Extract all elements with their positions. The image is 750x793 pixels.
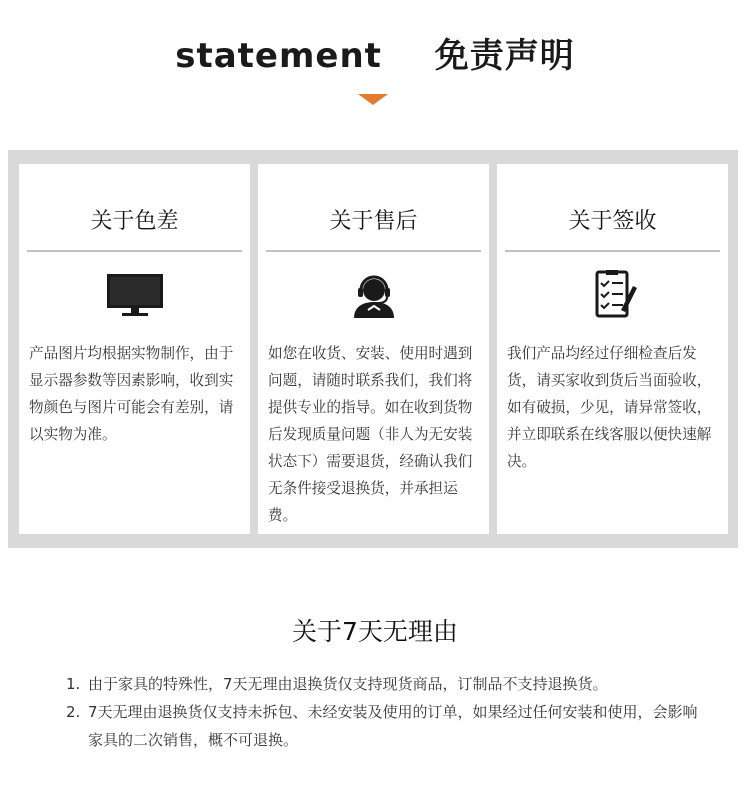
section-title: 关于7天无理由 bbox=[292, 617, 458, 646]
list-item bbox=[66, 670, 706, 698]
card-divider bbox=[266, 250, 481, 252]
card-title: 关于色差 bbox=[90, 209, 179, 234]
title-english: statement bbox=[175, 36, 382, 76]
policy-list bbox=[66, 670, 706, 754]
title-chinese: 免责声明 bbox=[434, 36, 575, 76]
card-text: 如您在收货、安装、使用时遇到问题，请随时联系我们，我们将提供专业的指导。如在收到货物后发现质量问题（非人为无安装状态下）需要退货，经确认我们无条件接受退换货，并承担运费。 bbox=[268, 345, 473, 524]
card-color-difference bbox=[19, 164, 250, 534]
card-text: 我们产品均经过仔细检查后发货，请买家收到货后当面验收，如有破损，少见，请异常签收，并立即联系在线客服以便快速解决。 bbox=[507, 345, 712, 470]
page-title bbox=[0, 28, 750, 78]
item-number: 2. bbox=[66, 703, 81, 721]
checklist-icon bbox=[581, 270, 645, 318]
item-number: 1. bbox=[66, 675, 81, 693]
customer-service-icon bbox=[342, 270, 406, 318]
card-divider bbox=[27, 250, 242, 252]
notice-panel bbox=[8, 150, 738, 548]
item-text: 7天无理由退换货仅支持未拆包、未经安装及使用的订单，如果经过任何安装和使用，会影响家具的二次销售，概不可退换。 bbox=[88, 703, 698, 749]
list-item bbox=[66, 698, 706, 754]
card-text: 产品图片均根据实物制作，由于显示器参数等因素影响，收到实物颜色与图片可能会有差别，请以实物为准。 bbox=[29, 345, 234, 443]
item-text: 由于家具的特殊性，7天无理由退换货仅支持现货商品，订制品不支持退换货。 bbox=[88, 675, 608, 693]
monitor-icon bbox=[103, 270, 167, 318]
card-title: 关于签收 bbox=[568, 209, 657, 234]
down-arrow-icon bbox=[358, 94, 388, 105]
card-receipt bbox=[497, 164, 728, 534]
card-after-sales bbox=[258, 164, 489, 534]
card-divider bbox=[505, 250, 720, 252]
card-title: 关于售后 bbox=[329, 209, 418, 234]
